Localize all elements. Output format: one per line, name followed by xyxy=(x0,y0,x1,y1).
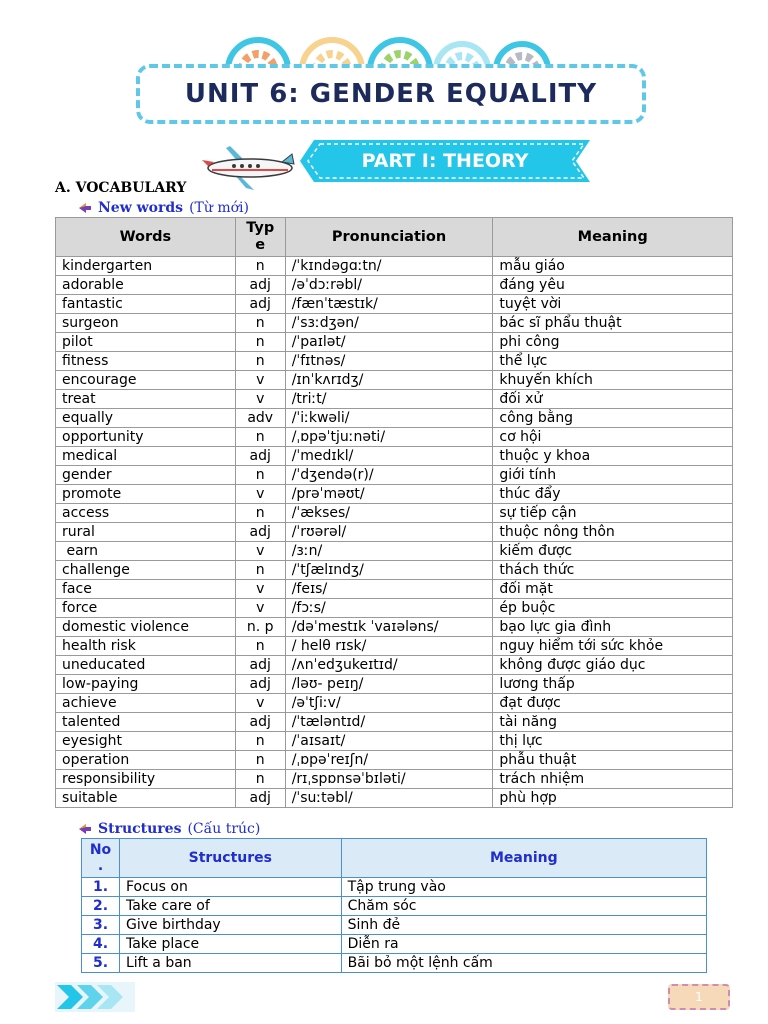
new-words-heading xyxy=(78,200,249,216)
pronunciation-cell: /ˈiːkwəli/ xyxy=(285,409,493,428)
pronunciation-cell: /ˈdʒendə(r)/ xyxy=(285,466,493,485)
table-row xyxy=(82,954,707,973)
table-row xyxy=(82,935,707,954)
word-cell: medical xyxy=(56,447,236,466)
chevron-arrows-decoration xyxy=(55,982,135,1012)
pronunciation-cell: /ˌɒpəˈreɪʃn/ xyxy=(285,751,493,770)
table-row xyxy=(82,897,707,916)
meaning-cell: cơ hội xyxy=(493,428,733,447)
type-cell: v xyxy=(235,371,285,390)
word-cell: low-paying xyxy=(56,675,236,694)
table-row xyxy=(56,561,733,580)
table-row xyxy=(56,751,733,770)
header-meaning: Meaning xyxy=(493,218,733,257)
meaning-cell: bạo lực gia đình xyxy=(493,618,733,637)
table-row xyxy=(56,257,733,276)
table-row xyxy=(56,713,733,732)
table-row xyxy=(56,618,733,637)
meaning-cell: bác sĩ phẩu thuật xyxy=(493,314,733,333)
type-cell: adj xyxy=(235,276,285,295)
table-row xyxy=(56,580,733,599)
section-heading: A. VOCABULARY xyxy=(55,180,187,196)
word-cell: achieve xyxy=(56,694,236,713)
type-cell: v xyxy=(235,599,285,618)
table-row xyxy=(82,916,707,935)
word-cell: talented xyxy=(56,713,236,732)
table-row xyxy=(56,352,733,371)
pointer-bullet-icon xyxy=(78,823,92,835)
type-cell: n xyxy=(235,333,285,352)
pronunciation-cell: /feɪs/ xyxy=(285,580,493,599)
part-banner xyxy=(300,140,590,182)
word-cell: kindergarten xyxy=(56,257,236,276)
type-cell: adj xyxy=(235,789,285,808)
meaning-cell: công bằng xyxy=(493,409,733,428)
pronunciation-cell: /ˈrʊərəl/ xyxy=(285,523,493,542)
type-cell: n xyxy=(235,637,285,656)
structures-label: Structures xyxy=(98,821,182,837)
structure-cell: Focus on xyxy=(119,878,341,897)
type-cell: adj xyxy=(235,523,285,542)
meaning-cell: tuyệt vời xyxy=(493,295,733,314)
pronunciation-cell: /dəˈmestɪk ˈvaɪələns/ xyxy=(285,618,493,637)
meaning-cell: nguy hiểm tới sức khỏe xyxy=(493,637,733,656)
table-row xyxy=(56,770,733,789)
type-cell: n xyxy=(235,257,285,276)
word-cell: operation xyxy=(56,751,236,770)
meaning-cell: thuộc y khoa xyxy=(493,447,733,466)
vocabulary-table xyxy=(55,217,733,808)
pronunciation-cell: /ˈsɜːdʒən/ xyxy=(285,314,493,333)
table-row xyxy=(56,504,733,523)
type-cell: n. p xyxy=(235,618,285,637)
pronunciation-cell: /ɪnˈkʌrɪdʒ/ xyxy=(285,371,493,390)
part-label: PART I: THEORY xyxy=(361,150,529,172)
type-cell: adj xyxy=(235,713,285,732)
meaning-cell: khuyến khích xyxy=(493,371,733,390)
page-number: 1 xyxy=(668,984,730,1010)
number-cell: 5. xyxy=(82,954,120,973)
meaning-cell: phù hợp xyxy=(493,789,733,808)
table-row xyxy=(56,789,733,808)
type-cell: n xyxy=(235,466,285,485)
table-row xyxy=(56,390,733,409)
type-cell: v xyxy=(235,694,285,713)
page-title: UNIT 6: GENDER EQUALITY xyxy=(184,79,598,109)
table-row xyxy=(56,656,733,675)
meaning-cell: ép buộc xyxy=(493,599,733,618)
type-cell: n xyxy=(235,732,285,751)
word-cell: face xyxy=(56,580,236,599)
type-cell: v xyxy=(235,542,285,561)
pronunciation-cell: /fɔːs/ xyxy=(285,599,493,618)
meaning-cell: tài năng xyxy=(493,713,733,732)
pronunciation-cell: / helθ rɪsk/ xyxy=(285,637,493,656)
type-cell: n xyxy=(235,504,285,523)
type-cell: adv xyxy=(235,409,285,428)
header-pronunciation: Pronunciation xyxy=(285,218,493,257)
word-cell: surgeon xyxy=(56,314,236,333)
table-row xyxy=(56,542,733,561)
pronunciation-cell: /ˈtæləntɪd/ xyxy=(285,713,493,732)
type-cell: adj xyxy=(235,656,285,675)
meaning-cell: sự tiếp cận xyxy=(493,504,733,523)
word-cell: responsibility xyxy=(56,770,236,789)
table-row xyxy=(56,694,733,713)
structure-cell: Lift a ban xyxy=(119,954,341,973)
structures-heading xyxy=(78,821,260,837)
meaning-cell: thị lực xyxy=(493,732,733,751)
word-cell: rural xyxy=(56,523,236,542)
word-cell: uneducated xyxy=(56,656,236,675)
table-header-row xyxy=(82,839,707,878)
pronunciation-cell: /rɪˌspɒnsəˈbɪləti/ xyxy=(285,770,493,789)
type-cell: v xyxy=(235,390,285,409)
number-cell: 3. xyxy=(82,916,120,935)
table-row xyxy=(56,485,733,504)
pronunciation-cell: /ʌnˈedʒukeɪtɪd/ xyxy=(285,656,493,675)
airplane-icon xyxy=(200,140,298,192)
word-cell: force xyxy=(56,599,236,618)
pronunciation-cell: /ˈmedɪkl/ xyxy=(285,447,493,466)
word-cell: access xyxy=(56,504,236,523)
meaning-cell: Bãi bỏ một lệnh cấm xyxy=(341,954,706,973)
meaning-cell: phẫu thuật xyxy=(493,751,733,770)
type-cell: n xyxy=(235,352,285,371)
table-row xyxy=(56,732,733,751)
word-cell: adorable xyxy=(56,276,236,295)
table-row xyxy=(56,333,733,352)
type-cell: v xyxy=(235,485,285,504)
meaning-cell: Chăm sóc xyxy=(341,897,706,916)
meaning-cell: thể lực xyxy=(493,352,733,371)
meaning-cell: thách thức xyxy=(493,561,733,580)
word-cell: gender xyxy=(56,466,236,485)
pronunciation-cell: /triːt/ xyxy=(285,390,493,409)
word-cell: domestic violence xyxy=(56,618,236,637)
word-cell: eyesight xyxy=(56,732,236,751)
meaning-cell: không được giáo dục xyxy=(493,656,733,675)
type-cell: v xyxy=(235,580,285,599)
pronunciation-cell: /prəˈməʊt/ xyxy=(285,485,493,504)
meaning-cell: kiếm được xyxy=(493,542,733,561)
word-cell: promote xyxy=(56,485,236,504)
table-row xyxy=(56,675,733,694)
meaning-cell: Diễn ra xyxy=(341,935,706,954)
word-cell: health risk xyxy=(56,637,236,656)
word-cell: equally xyxy=(56,409,236,428)
meaning-cell: Sinh đẻ xyxy=(341,916,706,935)
structures-paren: (Cấu trúc) xyxy=(187,821,261,837)
meaning-cell: phi công xyxy=(493,333,733,352)
pronunciation-cell: /ˈsuːtəbl/ xyxy=(285,789,493,808)
pronunciation-cell: /ləʊ- peɪŋ/ xyxy=(285,675,493,694)
header-words: Words xyxy=(56,218,236,257)
meaning-cell: đáng yêu xyxy=(493,276,733,295)
type-cell: n xyxy=(235,561,285,580)
structures-table xyxy=(81,838,707,973)
pronunciation-cell: /ˈfɪtnəs/ xyxy=(285,352,493,371)
pronunciation-cell: /əˈtʃiːv/ xyxy=(285,694,493,713)
header-no: No . xyxy=(82,839,120,878)
new-words-label: New words xyxy=(98,200,184,216)
word-cell: suitable xyxy=(56,789,236,808)
type-cell: n xyxy=(235,770,285,789)
meaning-cell: lương thấp xyxy=(493,675,733,694)
table-row xyxy=(82,878,707,897)
type-cell: n xyxy=(235,751,285,770)
type-cell: adj xyxy=(235,447,285,466)
pronunciation-cell: /ˈaɪsaɪt/ xyxy=(285,732,493,751)
table-row xyxy=(56,447,733,466)
header-structures: Structures xyxy=(119,839,341,878)
word-cell: pilot xyxy=(56,333,236,352)
type-cell: n xyxy=(235,314,285,333)
title-box xyxy=(136,64,646,124)
word-cell: fitness xyxy=(56,352,236,371)
meaning-cell: trách nhiệm xyxy=(493,770,733,789)
table-row xyxy=(56,599,733,618)
meaning-cell: thuộc nông thôn xyxy=(493,523,733,542)
pronunciation-cell: /ɜːn/ xyxy=(285,542,493,561)
word-cell: encourage xyxy=(56,371,236,390)
pronunciation-cell: /fænˈtæstɪk/ xyxy=(285,295,493,314)
type-cell: adj xyxy=(235,295,285,314)
meaning-cell: Tập trung vào xyxy=(341,878,706,897)
table-row xyxy=(56,428,733,447)
word-cell: challenge xyxy=(56,561,236,580)
pointer-bullet-icon xyxy=(78,202,92,214)
word-cell: treat xyxy=(56,390,236,409)
header-struct-meaning: Meaning xyxy=(341,839,706,878)
meaning-cell: đối xử xyxy=(493,390,733,409)
structure-cell: Take place xyxy=(119,935,341,954)
table-header-row xyxy=(56,218,733,257)
structure-cell: Take care of xyxy=(119,897,341,916)
pronunciation-cell: /ˈpaɪlət/ xyxy=(285,333,493,352)
meaning-cell: giới tính xyxy=(493,466,733,485)
word-cell: fantastic xyxy=(56,295,236,314)
meaning-cell: đối mặt xyxy=(493,580,733,599)
table-row xyxy=(56,276,733,295)
pronunciation-cell: /ˈkɪndəɡɑːtn/ xyxy=(285,257,493,276)
table-row xyxy=(56,295,733,314)
number-cell: 2. xyxy=(82,897,120,916)
pronunciation-cell: /ˈtʃælɪndʒ/ xyxy=(285,561,493,580)
meaning-cell: đạt được xyxy=(493,694,733,713)
type-cell: n xyxy=(235,428,285,447)
pronunciation-cell: /ˈækses/ xyxy=(285,504,493,523)
number-cell: 4. xyxy=(82,935,120,954)
meaning-cell: mẫu giáo xyxy=(493,257,733,276)
table-row xyxy=(56,314,733,333)
table-row xyxy=(56,466,733,485)
number-cell: 1. xyxy=(82,878,120,897)
structure-cell: Give birthday xyxy=(119,916,341,935)
table-row xyxy=(56,371,733,390)
meaning-cell: thúc đẩy xyxy=(493,485,733,504)
table-row xyxy=(56,637,733,656)
pronunciation-cell: /əˈdɔːrəbl/ xyxy=(285,276,493,295)
table-row xyxy=(56,409,733,428)
pronunciation-cell: /ˌɒpəˈtjuːnəti/ xyxy=(285,428,493,447)
word-cell: opportunity xyxy=(56,428,236,447)
word-cell: earn xyxy=(56,542,236,561)
header-type: Typ e xyxy=(235,218,285,257)
new-words-paren: (Từ mới) xyxy=(189,200,249,216)
type-cell: adj xyxy=(235,675,285,694)
table-row xyxy=(56,523,733,542)
